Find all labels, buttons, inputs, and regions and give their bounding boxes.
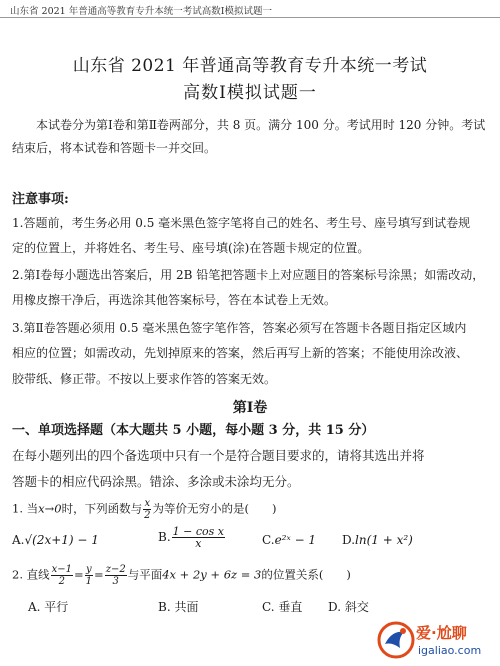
exam-title: 山东省 2021 年普通高等教育专升本统一考试 <box>72 56 428 76</box>
q2-option-a: A. 平行 <box>28 600 69 614</box>
q1-option-c-label: C. <box>262 533 275 547</box>
q2-f1-num: x−1 <box>51 564 73 575</box>
q2-f2-num: y <box>86 564 92 575</box>
q1-prefix: 1. 当 <box>12 501 39 516</box>
exam-subtitle: 高数Ⅰ模拟试题一 <box>183 83 317 103</box>
q2-option-d: D. 斜交 <box>328 600 369 614</box>
intro-line-2: 结束后，将本试卷和答题卡一并交回。 <box>12 141 217 155</box>
q2-prefix: 2. 直线 <box>12 567 50 582</box>
q1-option-b-num: 1 − cos x <box>172 525 224 538</box>
q1-option-c-expr: e²ˣ − 1 <box>274 533 317 547</box>
q1-fraction <box>143 498 151 521</box>
note-3-line-1: 3.第Ⅱ卷答题必须用 0.5 毫米黑色签字笔作答，答案必须写在答题卡各题目指定区域内 <box>12 321 467 335</box>
running-header: 山东省 2021 年普通高等教育专升本统一考试高数Ⅰ模拟试题一 <box>10 6 272 17</box>
q2-fraction-3 <box>105 564 127 587</box>
note-3-line-2: 相应的位置；如需改动，先划掉原来的答案，然后再写上新的答案；不能使用涂改液、 <box>12 346 469 360</box>
q2-fraction-1 <box>51 564 73 587</box>
site-watermark <box>376 620 496 662</box>
section-one-instruction-2: 答题卡的相应代码涂黑。错涂、多涂或未涂均无分。 <box>12 474 300 489</box>
q1-option-a <box>12 533 99 547</box>
q2-option-c: C. 垂直 <box>262 600 303 614</box>
q2-suffix: 的位置关系( ) <box>261 567 351 582</box>
q1-option-a-label: A. <box>12 533 25 547</box>
q1-option-b-fraction <box>172 526 225 549</box>
q2-fraction-2 <box>85 564 93 587</box>
q2-option-b: B. 共面 <box>158 600 199 614</box>
q2-plane-equation: 4x + 2y + 6z = 3 <box>162 567 262 582</box>
q1-option-d-expr: ln(1 + x²) <box>355 533 413 547</box>
watermark-logo-icon <box>376 620 416 660</box>
q1-option-a-expr: √(2x+1) − 1 <box>24 533 99 547</box>
q1-option-b-label: B. <box>158 530 171 544</box>
part-one-title: 第Ⅰ卷 <box>232 400 268 416</box>
section-one-heading: 一、单项选择题（本大题共 5 小题，每小题 3 分，共 15 分） <box>12 423 375 438</box>
q2-f2-den: 1 <box>85 576 93 587</box>
intro-line-1: 本试卷分为第Ⅰ卷和第Ⅱ卷两部分，共 8 页。满分 100 分。考试用时 120 分钟。考试 <box>36 118 486 132</box>
q1-option-c <box>262 533 316 547</box>
watermark-brand: 爱·尬聊 <box>416 624 467 642</box>
question-1-stem <box>12 498 276 521</box>
note-3-line-3: 胶带纸、修正带。不按以上要求作答的答案无效。 <box>12 372 277 386</box>
notes-heading: 注意事项: <box>12 192 69 207</box>
note-1-line-1: 1.答题前，考生务必用 0.5 毫米黑色签字笔将自己的姓名、考生号、座号填写到试卷规 <box>12 216 471 230</box>
watermark-url: igaliao.com <box>418 644 482 657</box>
note-1-line-2: 定的位置上，并将姓名、考生号、座号填(涂)在答题卡规定的位置。 <box>12 241 370 255</box>
note-2-line-1: 2.第Ⅰ卷每小题选出答案后，用 2B 铅笔把答题卡上对应题目的答案标号涂黑；如需改动， <box>12 268 485 282</box>
q1-option-d <box>342 533 413 547</box>
header-rule <box>0 17 500 18</box>
section-one-instruction-1: 在每小题列出的四个备选项中只有一个是符合题目要求的，请将其选出并将 <box>12 448 425 463</box>
question-2-stem: 2. 直线 $\frac{x-1}{2}$ = $\frac{y}{1}$ = $\frac{z-2}{3}$ 与平面4x + 2y + 6z = 3的位置关系( ) <box>12 564 351 587</box>
q2-mid: 与平面 <box>127 567 163 582</box>
note-2-line-2: 用橡皮擦干净后，再选涂其他答案标号，答在本试卷上无效。 <box>12 293 337 307</box>
q1-frac-num: x <box>144 498 151 509</box>
q2-f3-den: 3 <box>112 576 119 587</box>
q1-option-b-den: x <box>195 537 202 550</box>
q2-f1-den: 2 <box>58 576 66 587</box>
q1-frac-den: 2 <box>144 510 151 521</box>
q1-condition: x→0 <box>38 501 62 516</box>
q2-f3-num: z−2 <box>105 564 126 575</box>
q1-option-b <box>158 526 226 549</box>
q1-option-d-label: D. <box>342 533 356 547</box>
q1-mid: 时，下列函数与 <box>61 501 143 516</box>
q1-suffix: 为等价无穷小的是( ) <box>152 501 277 516</box>
